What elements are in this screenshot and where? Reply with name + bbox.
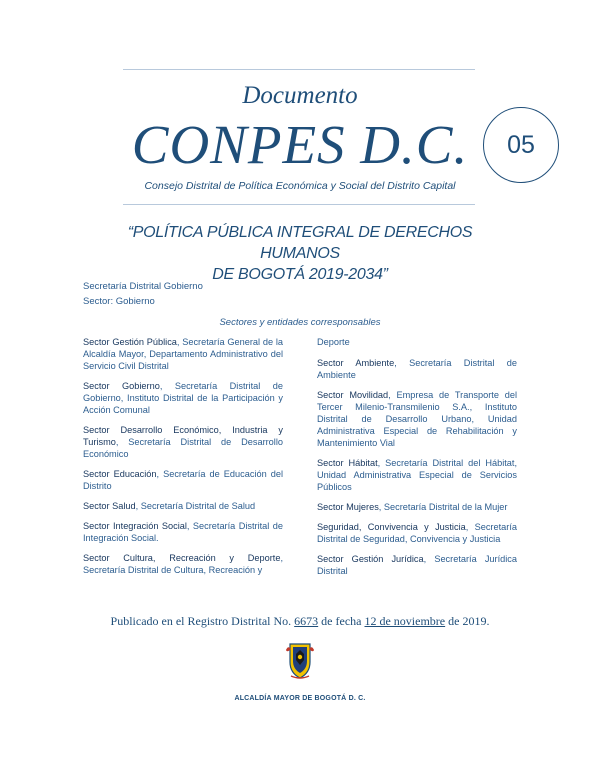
document-number-badge	[483, 107, 559, 183]
sector-entry	[83, 468, 283, 492]
sector-entry	[83, 424, 283, 460]
sector-entities: , Secretaría Distrital de Gobierno, Instituto Distrital de la Participación y Acción Comunal	[83, 381, 283, 415]
sector-name: Sector Mujeres	[317, 502, 379, 512]
sector-name: Sector Hábitat	[317, 458, 378, 468]
registry-number: 6673	[294, 614, 319, 628]
policy-title	[90, 222, 510, 285]
sector-entities: , Secretaría Distrital de Desarrollo Económico	[83, 437, 283, 459]
sector-entry	[317, 521, 517, 545]
sectors-left-column	[83, 336, 283, 584]
sector-entities: , Secretaría Distrital de Cultura, Recreación y	[83, 553, 283, 575]
sector-entities: , Secretaría Distrital del Hábitat, Unidad Administrativa Especial de Servicios Públicos	[317, 458, 518, 492]
sector-name: Sector Gestión Pública	[83, 337, 177, 347]
sector-continuation: Deporte	[317, 337, 350, 347]
sector-entry	[83, 380, 283, 416]
sector-entry	[317, 389, 517, 449]
sector-name: Seguridad, Convivencia y Justicia	[317, 522, 466, 532]
footer-alcaldia: ALCALDÍA MAYOR DE BOGOTÁ D. C.	[234, 695, 366, 702]
sector-entry	[83, 336, 283, 372]
sectors-heading: Sectores y entidades corresponsables	[219, 317, 381, 328]
sectors-right-column	[317, 336, 517, 585]
sector-entry	[317, 457, 517, 493]
publication-date: 12 de noviembre	[364, 614, 446, 628]
sector-entry	[83, 500, 283, 512]
publication-prefix: Publicado en el Registro Distrital No.	[110, 614, 295, 628]
council-subtitle: Consejo Distrital de Política Económica y Social del Distrito Capital	[144, 180, 456, 192]
sector-name: Sector Ambiente	[317, 358, 395, 368]
bottom-rule	[123, 204, 475, 205]
sector-entities: , Secretaría Jurídica Distrital	[317, 554, 517, 576]
sector-name: Sector Integración Social	[83, 521, 187, 531]
bogota-coat-of-arms-icon	[283, 640, 317, 680]
sector-name: Sector Gestión Jurídica	[317, 554, 424, 564]
sector-entities: , Secretaría Distrital de la Mujer	[378, 502, 508, 512]
document-label: Documento	[242, 82, 358, 109]
publication-suffix: de 2019.	[445, 614, 490, 628]
sector-entry	[317, 357, 517, 381]
sector-entities: , Secretaría de Educación del Distrito	[83, 469, 283, 491]
sector-name: Sector Salud	[83, 501, 136, 511]
sector-name: Sector Educación	[83, 469, 157, 479]
policy-title-line-1: “POLÍTICA PÚBLICA INTEGRAL DE DERECHOS HUMANOS	[127, 224, 473, 262]
publication-note	[0, 614, 600, 629]
sector-entities: , Secretaría Distrital de Salud	[135, 501, 256, 511]
sector-name: Sector Gobierno	[83, 381, 160, 391]
sector-entities: , Secretaría Distrital de Integración Social.	[83, 521, 283, 543]
sector-name: Sector Desarrollo Económico, Industria y Turismo	[83, 425, 283, 447]
publication-middle: de fecha	[318, 614, 365, 628]
page-title: CONPES D.C.	[131, 114, 469, 175]
top-rule	[123, 69, 475, 70]
sector-entry	[83, 520, 283, 544]
sector-entry	[317, 501, 517, 513]
sector-entry	[317, 553, 517, 577]
document-number: 05	[507, 130, 535, 159]
lead-secretaria: Secretaría Distrital Gobierno	[83, 281, 203, 292]
sector-name: Sector Cultura, Recreación y Deporte	[83, 553, 281, 563]
sector-name: Sector Movilidad	[317, 390, 389, 400]
sector-entities: , Secretaría Distrital de Seguridad, Convivencia y Justicia	[317, 522, 517, 544]
sector-entities: , Empresa de Transporte del Tercer Milenio-Transmilenio S.A., Instituto Distrital de Desarrollo Urbano, Unidad Administrativa Especial de Rehabilitación y Mantenimiento Vial	[317, 390, 517, 448]
sector-entry	[83, 552, 283, 576]
policy-title-line-2: DE BOGOTÁ 2019-2034”	[212, 266, 388, 283]
lead-sector: Sector: Gobierno	[83, 296, 155, 307]
sector-entities: , Secretaría Distrital de Ambiente	[317, 358, 517, 380]
sector-entities: , Secretaría General de la Alcaldía Mayor, Departamento Administrativo del Servicio Civil Distrital	[83, 337, 283, 371]
